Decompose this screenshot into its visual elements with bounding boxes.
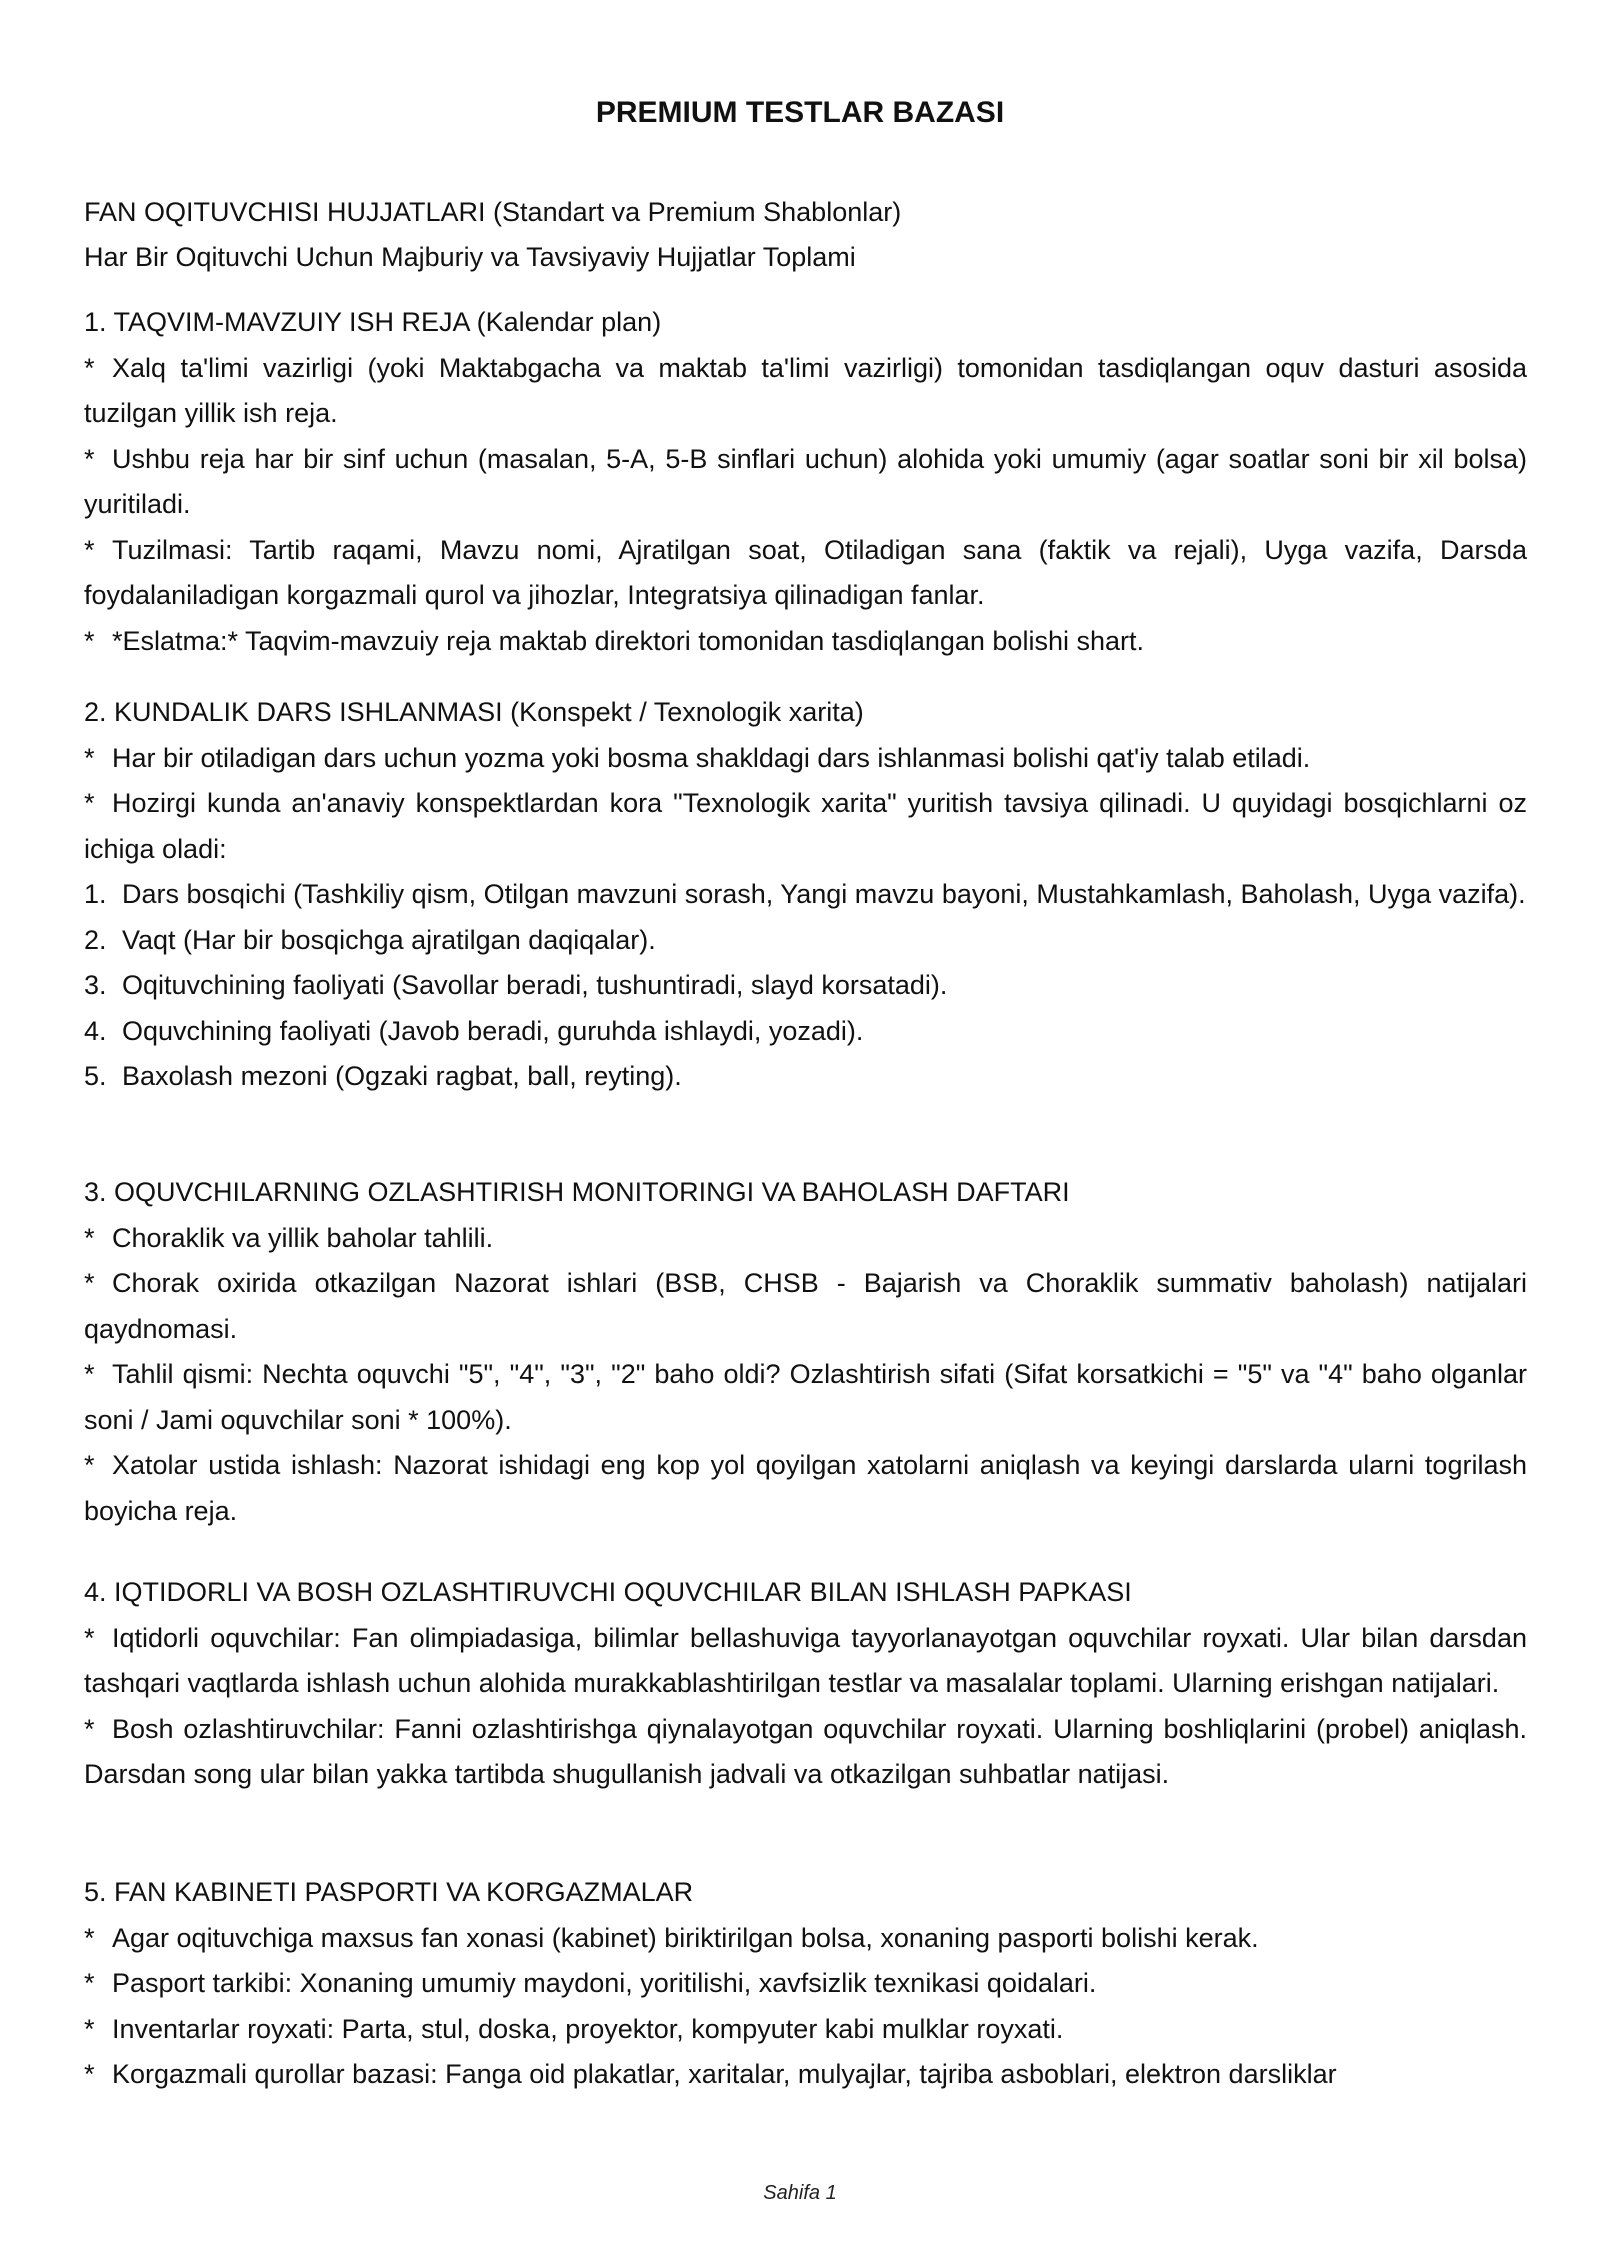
item-text: Oquvchining faoliyati (Javob beradi, guruhda ishlaydi, yozadi). <box>122 1015 864 1046</box>
item-text: Bosh ozlashtiruvchilar: Fanni ozlashtirishga qiynalayotgan oquvchilar royxati. Ularning boshliqlarini (probel) aniqlash. Darsdan song ular bilan yakka tartibda shugullanish jadvali va otkazilgan suhbatlar natijasi. <box>84 1713 1527 1789</box>
section-heading: 5. FAN KABINETI PASPORTI VA KORGAZMALAR <box>84 1877 694 1907</box>
item-text: Chorak oxirida otkazilgan Nazorat ishlari (BSB, CHSB - Bajarish va Choraklik summativ baholash) natijalari qaydnomasi. <box>84 1268 1527 1344</box>
bullet-item <box>84 1352 1527 1443</box>
bullet-mark: * <box>84 1222 95 1253</box>
bullet-item <box>84 619 1527 665</box>
bullet-mark: * <box>84 443 95 474</box>
bullet-item <box>84 2052 1527 2098</box>
intro-line: FAN OQITUVCHISI HUJJATLARI (Standart va Premium Shablonlar) <box>84 197 902 227</box>
bullet-item <box>84 346 1527 437</box>
bullet-item <box>84 1216 1527 1262</box>
numbered-item <box>84 1054 1527 1100</box>
bullet-mark: * <box>84 1622 95 1653</box>
item-text: Agar oqituvchiga maxsus fan xonasi (kabinet) biriktirilgan bolsa, xonaning pasporti bolishi kerak. <box>112 1922 1259 1953</box>
numbered-item <box>84 1009 1527 1055</box>
numbered-item <box>84 963 1527 1009</box>
item-number: 2. <box>84 924 107 955</box>
bullet-mark: * <box>84 2059 95 2089</box>
bullet-mark: * <box>84 1359 95 1389</box>
bullet-mark: * <box>84 742 95 773</box>
item-text: Inventarlar royxati: Parta, stul, doska, proyektor, kompyuter kabi mulklar royxati. <box>112 2013 1064 2044</box>
item-text: Korgazmali qurollar bazasi: Fanga oid plakatlar, xaritalar, mulyajlar, tajriba asboblari, elektron darsliklar <box>112 2059 1337 2089</box>
item-text: Choraklik va yillik baholar tahlili. <box>112 1222 494 1253</box>
item-number: 5. <box>84 1061 107 1091</box>
section-heading: 3. OQUVCHILARNING OZLASHTIRISH MONITORINGI VA BAHOLASH DAFTARI <box>84 1177 1070 1207</box>
bullet-mark: * <box>84 625 95 656</box>
document-section <box>84 1170 1527 1534</box>
bullet-item <box>84 1261 1527 1352</box>
intro-block <box>84 190 1527 280</box>
item-number: 3. <box>84 970 107 1000</box>
document-section <box>84 1870 1527 2098</box>
item-number: 1. <box>84 879 107 909</box>
item-text: Ushbu reja har bir sinf uchun (masalan, 5-A, 5-B sinflari uchun) alohida yoki umumiy (agar soatlar soni bir xil bolsa) yuritiladi. <box>84 443 1527 519</box>
section-heading: 4. IQTIDORLI VA BOSH OZLASHTIRUVCHI OQUVCHILAR BILAN ISHLASH PAPKASI <box>84 1577 1132 1607</box>
item-text: Hozirgi kunda an'anaviy konspektlardan kora "Texnologik xarita" yuritish tavsiya qilinadi. U quyidagi bosqichlarni oz ichiga oladi: <box>84 788 1527 864</box>
bullet-item <box>84 1443 1527 1534</box>
numbered-item <box>84 918 1527 964</box>
bullet-item <box>84 1616 1527 1707</box>
item-text: Tuzilmasi: Tartib raqami, Mavzu nomi, Ajratilgan soat, Otiladigan sana (faktik va rejali), Uyga vazifa, Darsda foydalaniladigan korgazmali qurol va jihozlar, Integratsiya qilinadigan fanlar. <box>84 534 1527 610</box>
bullet-item <box>84 781 1527 872</box>
item-text: Dars bosqichi (Tashkiliy qism, Otilgan mavzuni sorash, Yangi mavzu bayoni, Mustahkamlash, Baholash, Uyga vazifa). <box>122 879 1526 909</box>
bullet-mark: * <box>84 1713 95 1744</box>
bullet-mark: * <box>84 2013 95 2044</box>
bullet-item <box>84 1916 1527 1962</box>
bullet-item <box>84 2007 1527 2053</box>
section-heading: 1. TAQVIM-MAVZUIY ISH REJA (Kalendar plan) <box>84 307 662 337</box>
bullet-mark: * <box>84 1450 95 1480</box>
bullet-mark: * <box>84 788 95 818</box>
document-title: PREMIUM TESTLAR BAZASI <box>595 96 1005 129</box>
document-section <box>84 690 1527 1100</box>
item-text: Iqtidorli oquvchilar: Fan olimpiadasiga, bilimlar bellashuviga tayyorlanayotgan oquvchilar royxati. Ular bilan darsdan tashqari vaqtlarda ishlash uchun alohida murakkablashtirilgan testlar va masalalar toplami. Ularning erishgan natijalari. <box>84 1622 1527 1698</box>
item-text: *Eslatma:* Taqvim-mavzuiy reja maktab direktori tomonidan tasdiqlangan bolishi shart. <box>112 625 1144 656</box>
bullet-item <box>84 736 1527 782</box>
item-text: Baxolash mezoni (Ogzaki ragbat, ball, reyting). <box>122 1061 682 1091</box>
item-text: Xalq ta'limi vazirligi (yoki Maktabgacha va maktab ta'limi vazirligi) tomonidan tasdiqlangan oquv dasturi asosida tuzilgan yillik ish reja. <box>84 352 1527 428</box>
document-section <box>84 1570 1527 1798</box>
numbered-item <box>84 872 1527 918</box>
bullet-mark: * <box>84 534 95 565</box>
intro-line: Har Bir Oqituvchi Uchun Majburiy va Tavsiyaviy Hujjatlar Toplami <box>84 242 856 272</box>
bullet-mark: * <box>84 352 95 383</box>
item-text: Oqituvchining faoliyati (Savollar beradi, tushuntiradi, slayd korsatadi). <box>122 970 948 1000</box>
document-section <box>84 300 1527 664</box>
item-text: Vaqt (Har bir bosqichga ajratilgan daqiqalar). <box>122 924 656 955</box>
bullet-mark: * <box>84 1922 95 1953</box>
bullet-item <box>84 437 1527 528</box>
item-text: Xatolar ustida ishlash: Nazorat ishidagi eng kop yol qoyilgan xatolarni aniqlash va keyingi darslarda ularni togrilash boyicha reja. <box>84 1450 1527 1526</box>
page-number: Sahifa 1 <box>763 2182 837 2204</box>
bullet-item <box>84 528 1527 619</box>
item-text: Pasport tarkibi: Xonaning umumiy maydoni, yoritilishi, xavfsizlik texnikasi qoidalari. <box>112 1968 1097 1998</box>
bullet-mark: * <box>84 1968 95 1998</box>
bullet-item <box>84 1707 1527 1798</box>
bullet-item <box>84 1961 1527 2007</box>
item-number: 4. <box>84 1015 107 1046</box>
item-text: Har bir otiladigan dars uchun yozma yoki bosma shakldagi dars ishlanmasi bolishi qat'iy talab etiladi. <box>112 742 1311 773</box>
item-text: Tahlil qismi: Nechta oquvchi "5", "4", "3", "2" baho oldi? Ozlashtirish sifati (Sifat korsatkichi = "5" va "4" baho olganlar soni / Jami oquvchilar soni * 100%). <box>84 1359 1527 1435</box>
section-heading: 2. KUNDALIK DARS ISHLANMASI (Konspekt / Texnologik xarita) <box>84 697 864 727</box>
bullet-mark: * <box>84 1268 95 1298</box>
